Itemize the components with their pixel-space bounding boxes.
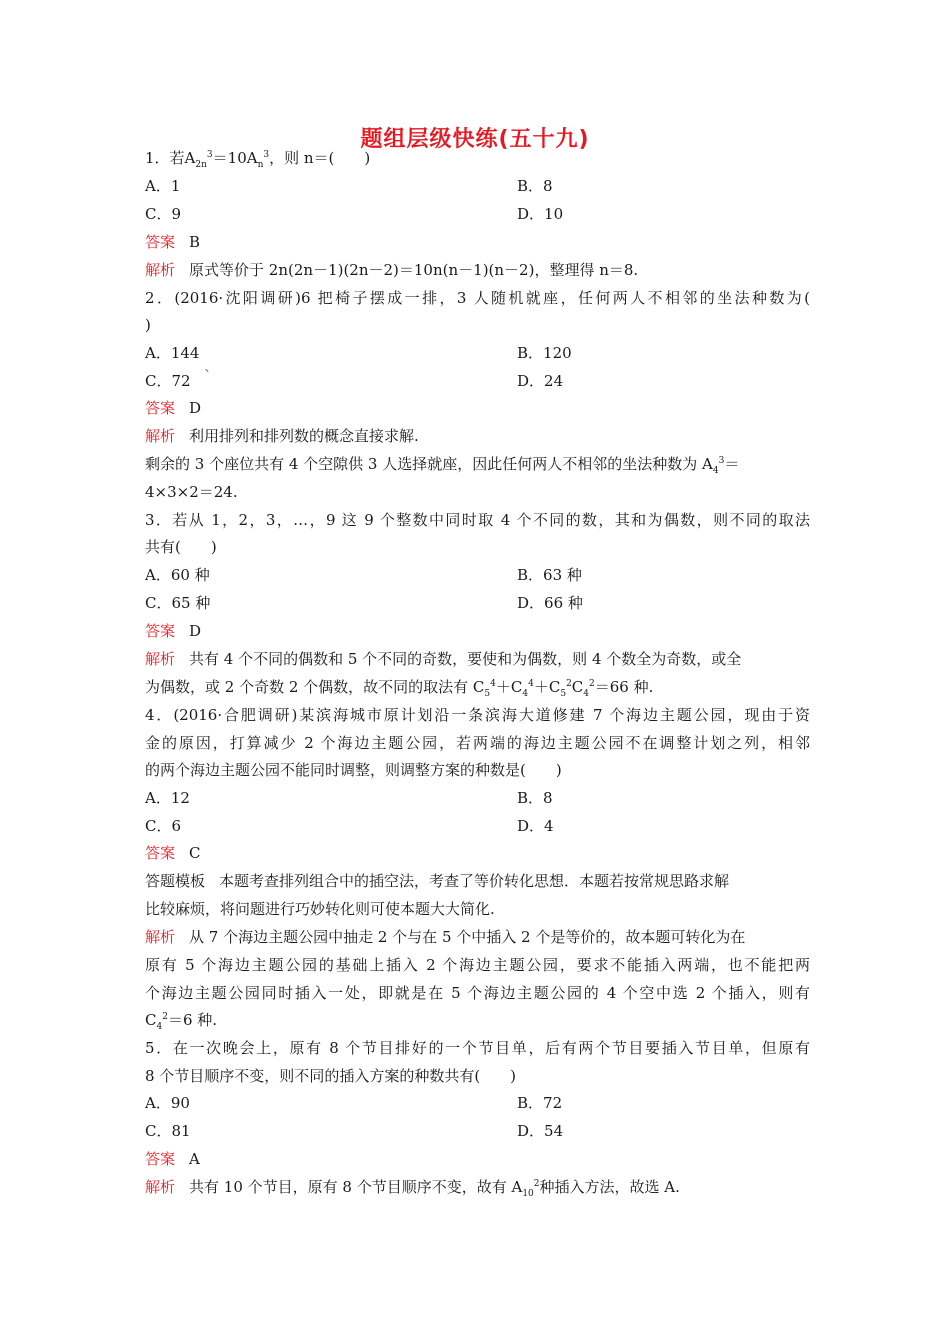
q4-option-c: C．6 [145, 817, 182, 835]
q4-option-d: D．4 [517, 817, 554, 835]
q1-answer: 答案 B [145, 233, 201, 251]
q4-option-a: A．12 [145, 789, 190, 807]
q2-option-c: C．72 [145, 372, 191, 390]
q3-analysis-line-1: 解析 共有 4 个不同的偶数和 5 个不同的奇数，要使和为偶数，则 4 个数全为奇数，或全 [145, 650, 742, 668]
q4-answer: 答案 C [145, 844, 201, 862]
q4-option-b: B．8 [517, 789, 553, 807]
q4-analysis-line-2: 原有 5 个海边主题公园的基础上插入 2 个海边主题公园，要求不能插入两端，也不能把两 [145, 956, 810, 974]
q1-option-b: B．8 [517, 177, 553, 195]
q2-answer: 答案 D [145, 399, 202, 417]
q5-option-a: A．90 [145, 1094, 190, 1112]
q5-analysis: 解析 共有 10 个节目，原有 8 个节目顺序不变，故有 $A_{10}^2$种插入方法，故选 A. [145, 1178, 680, 1199]
q4-analysis-line-4: $C_4^2=6$ 种. [145, 1011, 218, 1032]
stray-mark: ` [204, 367, 212, 385]
q3-option-a: A．60 种 [145, 566, 210, 584]
q2-analysis: 解析 利用排列和排列数的概念直接求解. [145, 427, 419, 445]
q5-option-b: B．72 [517, 1094, 563, 1112]
q1-analysis: 解析 原式等价于 2n(2n－1)(2n－2)＝10n(n－1)(n－2)，整理得 n＝8. [145, 261, 639, 279]
question-4-stem-line-1: 4．(2016·合肥调研)某滨海城市原计划沿一条滨海大道修建 7 个海边主题公园，现由于资 [145, 706, 810, 724]
q3-option-b: B．63 种 [517, 566, 582, 584]
question-3-stem-line-1: 3．若从 1，2，3，…，9 这 9 个整数中同时取 4 个不同的数，其和为偶数，则不同的取法 [145, 511, 810, 529]
q2-option-b: B．120 [517, 344, 572, 362]
q4-analysis-line-3: 个海边主题公园同时插入一处，即就是在 5 个海边主题公园的 4 个空中选 2 个插入，则有 [145, 984, 810, 1002]
q4-template-line-2: 比较麻烦，将问题进行巧妙转化则可使本题大大简化. [145, 900, 495, 918]
q4-template-line-1: 答题模板 本题考查排列组合中的插空法，考查了等价转化思想．本题若按常规思路求解 [145, 872, 730, 890]
question-5-stem-line-2: 8 个节目顺序不变，则不同的插入方案的种数共有( ) [145, 1067, 517, 1085]
q5-option-c: C．81 [145, 1122, 191, 1140]
question-4-stem-line-3: 的两个海边主题公园不能同时调整，则调整方案的种数是( ) [145, 761, 562, 779]
q3-option-d: D．66 种 [517, 594, 583, 612]
q1-option-a: A．1 [145, 177, 181, 195]
question-4-stem-line-2: 金的原因，打算减少 2 个海边主题公园，若两端的海边主题公园不在调整计划之列，相邻 [145, 734, 810, 752]
q3-answer: 答案 D [145, 622, 202, 640]
page-title: 题组层级快练(五十九) [360, 127, 590, 152]
q5-option-d: D．54 [517, 1122, 564, 1140]
q1-option-d: D．10 [517, 205, 564, 223]
q2-option-d: D．24 [517, 372, 564, 390]
q3-option-c: C．65 种 [145, 594, 211, 612]
question-2-stem-line-1: 2．(2016·沈阳调研)6 把椅子摆成一排，3 人随机就座，任何两人不相邻的坐法种数为( [145, 289, 810, 307]
q4-analysis-line-1: 解析 从 7 个海边主题公园中抽走 2 个与在 5 个中插入 2 个是等价的，故本题可转化为在 [145, 928, 746, 946]
q2-option-a: A．144 [145, 344, 200, 362]
q2-analysis-extra-line-2: 4×3×2＝24. [145, 483, 238, 501]
q2-analysis-extra-line-1: 剩余的 3 个座位共有 4 个空隙供 3 人选择就座，因此任何两人不相邻的坐法种数为 $A_4^3=$ [145, 455, 740, 476]
q3-analysis-line-2: 为偶数，或 2 个奇数 2 个偶数，故不同的取法有 $C_5^4+C_4^4+C_5^2C_4^2=66$ 种. [145, 678, 654, 699]
question-2-stem-line-2: ) [145, 316, 151, 334]
q1-option-c: C．9 [145, 205, 182, 223]
q5-answer: 答案 A [145, 1150, 200, 1168]
question-5-stem-line-1: 5．在一次晚会上，原有 8 个节目排好的一个节目单，后有两个节目要插入节目单，但原有 [145, 1039, 810, 1057]
question-3-stem-line-2: 共有( ) [145, 538, 217, 556]
question-1-stem: 1．若$A_{2n}^3=10A_n^3$，则 n＝( ) [145, 149, 371, 170]
